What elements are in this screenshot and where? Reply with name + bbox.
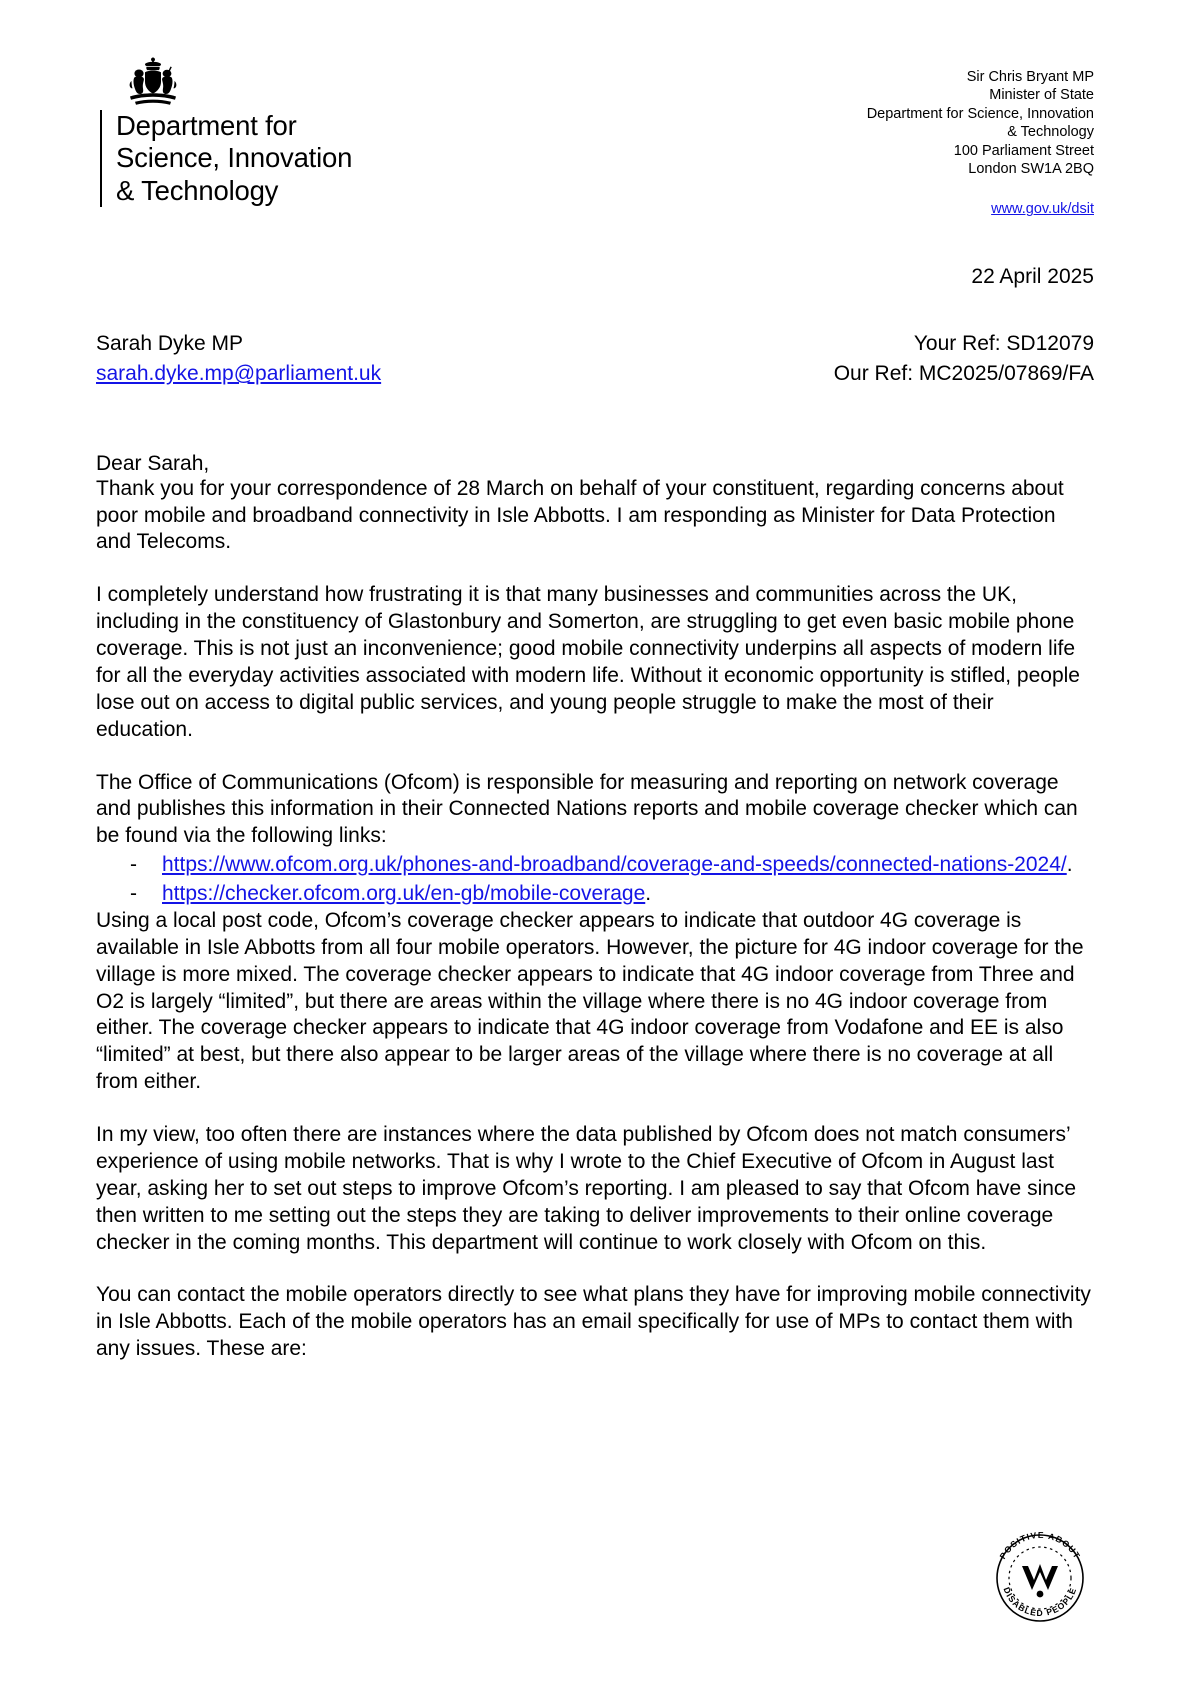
link-trailing-punctuation-2: . xyxy=(645,882,652,906)
disability-confident-positive-about-disabled-people-icon xyxy=(986,1524,1094,1632)
list-item xyxy=(130,852,1094,879)
your-ref: Your Ref: SD12079 xyxy=(913,331,1094,355)
department-name-line-3: & Technology xyxy=(116,174,279,206)
sender-role: Minister of State xyxy=(989,87,1094,104)
paragraph-1: Thank you for your correspondence of 28 March on behalf of your constituent, regarding concerns about poor mobile and broadband connectivity in Isle Abbotts. I am responding as Minister for Data Protection and Telecoms. xyxy=(96,476,1064,554)
sender-department-line-2: & Technology xyxy=(1007,124,1094,141)
letter-body xyxy=(96,476,1094,1363)
link-trailing-punctuation-1: . xyxy=(1066,853,1073,877)
department-name-line-2: Science, Innovation xyxy=(116,142,353,174)
list-item xyxy=(130,881,1094,908)
paragraph-4: Using a local post code, Ofcom’s coverage checker appears to indicate that outdoor 4G coverage is available in Isle Abbotts from all four mobile operators. However, the picture for 4G indoor coverage for the village is more mixed. The coverage checker appears to indicate that 4G indoor coverage from Three and O2 is largely “limited”, but there are areas within the village where there is no 4G indoor coverage from either. The coverage checker appears to indicate that 4G indoor coverage from Vodafone and EE is also “limited” at best, but there also appear to be larger areas of the village where there is no coverage at all from either. xyxy=(96,908,1084,1094)
letterhead xyxy=(96,56,1094,219)
svg-text:DISABLED PEOPLE: DISABLED PEOPLE xyxy=(1001,1585,1079,1619)
list-bullet: - xyxy=(130,853,137,877)
department-name-line-1: Department for xyxy=(116,110,297,141)
recipient-block xyxy=(96,329,381,390)
recipient-and-references xyxy=(96,329,1094,390)
recipient-email-link[interactable]: sarah.dyke.mp@parliament.uk xyxy=(96,362,382,386)
paragraph-3: The Office of Communications (Ofcom) is responsible for measuring and reporting on network coverage and publishes this information in their Connected Nations reports and mobile coverage checker which can be found via the following links: xyxy=(96,770,1078,848)
connected-nations-link[interactable]: https://www.ofcom.org.uk/phones-and-broadband/coverage-and-speeds/connected-nations-2024/ xyxy=(162,853,1067,877)
paragraph-6: You can contact the mobile operators directly to see what plans they have for improving mobile connectivity in Isle Abbotts. Each of the mobile operators has an email specifically for use of MPs to contact them with any issues. These are: xyxy=(96,1283,1091,1361)
reference-block xyxy=(834,329,1094,390)
our-ref: Our Ref: MC2025/07869/FA xyxy=(833,362,1094,386)
sender-department-line-1: Department for Science, Innovation xyxy=(866,105,1094,122)
ofcom-links-list xyxy=(96,852,1094,908)
royal-crest-icon xyxy=(122,56,184,108)
department-name xyxy=(100,110,352,207)
paragraph-2: I completely understand how frustrating it is that many businesses and communities across the UK, including in the constituency of Glastonbury and Somerton, are struggling to get even basic mobile phone coverage. This is not just an inconvenience; good mobile connectivity underpins all aspects of modern life for all the everyday activities associated with modern life. Without it economic opportunity is stifled, people lose out on access to digital public services, and young people struggle to make the most of their education. xyxy=(96,583,1080,741)
recipient-name: Sarah Dyke MP xyxy=(96,331,244,355)
sender-address xyxy=(867,56,1094,219)
sender-name: Sir Chris Bryant MP xyxy=(966,69,1094,85)
list-bullet: - xyxy=(130,882,137,906)
mobile-coverage-checker-link[interactable]: https://checker.ofcom.org.uk/en-gb/mobile-coverage xyxy=(162,882,646,906)
letter-date: 22 April 2025 xyxy=(971,264,1094,288)
paragraph-5: In my view, too often there are instances where the data published by Ofcom does not match consumers’ experience of using mobile networks. That is why I wrote to the Chief Executive of Ofcom in August last year, asking her to set out steps to improve Ofcom’s reporting. I am pleased to say that Ofcom have since then written to me setting out the steps they are taking to deliver improvements to their online coverage checker in the coming months. This department will continue to work closely with Ofcom on this. xyxy=(96,1123,1077,1254)
sender-street: 100 Parliament Street xyxy=(953,142,1094,159)
svg-text:POSITIVE ABOUT: POSITIVE ABOUT xyxy=(997,1529,1083,1561)
department-website-link[interactable]: www.gov.uk/dsit xyxy=(991,201,1094,218)
salutation: Dear Sarah, xyxy=(96,451,210,475)
sender-city-postcode: London SW1A 2BQ xyxy=(968,161,1094,178)
department-branding xyxy=(96,56,352,207)
